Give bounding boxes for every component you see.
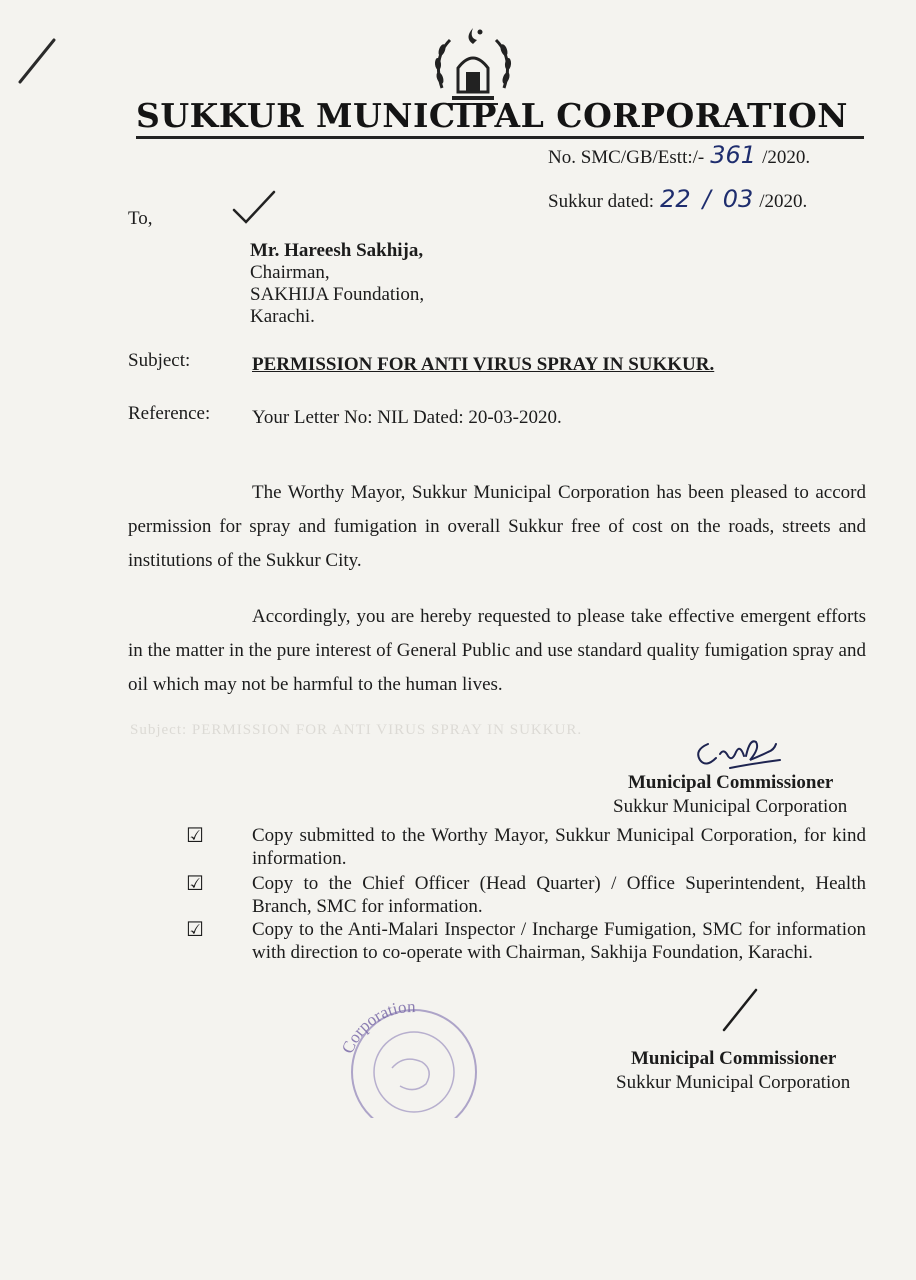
copy-item-text: Copy to the Chief Officer (Head Quarter) / Office Superintendent, Health Branch, SMC for information. <box>252 873 866 917</box>
signatory-organization: Sukkur Municipal Corporation <box>613 796 848 817</box>
copy-item-text: Copy to the Anti-Malari Inspector / Incharge Fumigation, SMC for information with direction to co-operate with Chairman, Sakhija Foundation, Karachi. <box>252 919 866 963</box>
checkmark-icon <box>232 190 276 226</box>
reference-label: Reference: <box>128 403 211 424</box>
checked-box-icon: ☑ <box>186 823 204 847</box>
subject-label: Subject: <box>128 350 191 371</box>
date-line <box>548 186 807 215</box>
body-paragraph-1: The Worthy Mayor, Sukkur Municipal Corporation has been pleased to accord permission for spray and fumigation in overall Sukkur free of cost on the roads, streets and institutions of the Sukkur City. <box>128 482 866 571</box>
body-paragraph-2: Accordingly, you are hereby requested to please take effective emergent efforts in the matter in the pure interest of General Public and use standard quality fumigation spray and oil which may not be harmful to the human lives. <box>128 606 866 695</box>
letterhead-underline <box>136 136 864 139</box>
ref-prefix: No. SMC/GB/Estt:/- <box>548 147 705 168</box>
signatory-organization-2: Sukkur Municipal Corporation <box>616 1072 851 1093</box>
reference-number-line <box>548 142 810 171</box>
date-separator: / <box>702 185 711 213</box>
initial-mark <box>716 986 762 1034</box>
date-day-handwritten: 22 <box>660 185 691 213</box>
addressee-block <box>250 240 424 328</box>
checked-box-icon: ☑ <box>186 871 204 895</box>
ref-number-handwritten: 361 <box>710 141 757 169</box>
date-prefix: Sukkur dated: <box>548 191 655 212</box>
copy-item <box>186 918 866 988</box>
ref-suffix: /2020. <box>762 147 811 168</box>
letterhead-title: SUKKUR MUNICIPAL CORPORATION <box>136 96 848 135</box>
handwritten-signature <box>690 730 790 774</box>
subject-text: PERMISSION FOR ANTI VIRUS SPRAY IN SUKKUR. <box>252 354 715 375</box>
reference-text: Your Letter No: NIL Dated: 20-03-2020. <box>252 407 562 428</box>
checked-box-icon: ☑ <box>186 917 204 941</box>
copy-item <box>186 824 866 870</box>
pen-stroke-mark <box>14 36 58 86</box>
stamp-text: Corporation <box>337 998 416 1057</box>
show-through-text: Subject: PERMISSION FOR ANTI VIRUS SPRAY IN SUKKUR. <box>130 722 583 738</box>
signatory-title-2: Municipal Commissioner <box>631 1048 837 1069</box>
date-suffix: /2020. <box>759 191 808 212</box>
date-month-handwritten: 03 <box>722 185 754 213</box>
addressee-organization: SAKHIJA Foundation, <box>250 284 425 305</box>
copy-item-text: Copy submitted to the Worthy Mayor, Sukkur Municipal Corporation, for kind information. <box>252 825 866 869</box>
copy-item <box>186 872 866 918</box>
to-label: To, <box>128 208 153 229</box>
addressee-name: Mr. Hareesh Sakhija, <box>250 240 424 261</box>
signatory-title: Municipal Commissioner <box>628 772 834 793</box>
svg-text:Corporation <box>338 998 416 1056</box>
addressee-designation: Chairman, <box>250 262 330 283</box>
corporation-stamp <box>330 998 490 1118</box>
addressee-city: Karachi. <box>250 306 315 327</box>
